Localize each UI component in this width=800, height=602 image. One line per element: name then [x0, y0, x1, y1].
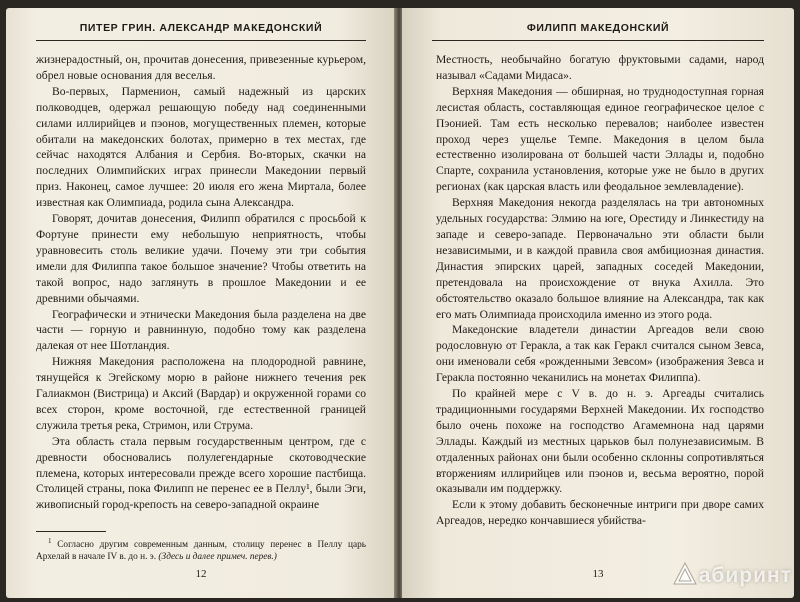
footnote	[36, 535, 366, 563]
paragraph: Географически и этнически Македония была разделена на две части — горную и равнинную, подобно тому как разделена далекая от нее Шотландия.	[36, 307, 366, 353]
paragraph: Нижняя Македония расположена на плодородной равнине, тянущейся к Эгейскому морю в районе нижнего течения рек Галиакмон (Вистрица) и Аксий (Вардар) и окруженной горами со всех сторон, кроме восточной, где естественной границей служила третья река, Стримон, или Струма.	[36, 355, 366, 432]
footnote-note: (Здесь и далее примеч. перев.)	[158, 552, 277, 563]
paragraph: Местность, необычайно богатую фруктовыми садами, народ называл «Садами Мидаса».	[436, 53, 764, 82]
footnote-marker: 1	[48, 537, 52, 545]
paragraph: По крайней мере с V в. до н. э. Аргеады считались традиционными государями Верхней Македонии. Их господство было очень похоже на господство Агамемнона над царями Эллады. Каждый из местных царьков был полунезависимым. В отдаленных районах они были особенно склонны сопротивляться вторжениям иллирийцев или пэонов и, весьма вероятно, порой оказывали им поддержку.	[436, 387, 764, 496]
paragraph: жизнерадостный, он, прочитав донесения, привезенные курьером, обрел новые основания для веселья.	[36, 53, 366, 82]
labirint-watermark	[673, 562, 792, 588]
paragraph: Эта область стала первым государственным центром, где с древности обосновались полулегендарные скотоводческие племена, которых интересовали прежде всего хорошие пастбища. Столицей страны, пока Филипп не перенес ее в Пеллу¹, были Эги, живописный город-крепость на северо-западной окраине	[36, 434, 366, 512]
left-page	[6, 8, 396, 598]
left-page-number: 12	[195, 568, 207, 580]
left-page-text	[36, 52, 366, 513]
right-page-text	[436, 52, 764, 529]
paragraph: Если к этому добавить бесконечные интриги при дворе самих Аргеадов, нередко кончавшиеся убийства-	[436, 498, 764, 528]
right-running-header: ФИЛИПП МАКЕДОНСКИЙ	[432, 22, 764, 41]
paragraph: Во-первых, Парменион, самый надежный из царских полководцев, одержал решающую победу над соединенными силами иллирийцев и пэонов, могущественных племен, которые обитали на македонских болотах, примерно в тех местах, где сейчас находятся Албания и Сербия. Во-вторых, скачки на последних Олимпийских играх принесли Македонии первый приз. Наконец, самое лучшее: 20 июля его жена Миртала, более известная как Олимпиада, родила сына Александра.	[36, 84, 366, 210]
paragraph: Верхняя Македония — обширная, но труднодоступная горная лесистая область, составляющая единое географическое целое с Пэонией. Там есть несколько перевалов; наиболее известен проход через ущелье Темпе. Македония в целом была естественно изолирована от большей части Эллады и, подобно Спарте, сохранила установления, которые уже не было в других регионах (как царская власть или феодальное землевладение).	[436, 84, 764, 194]
footnote-text: Согласно другим современным данным, столицу перенес в Пеллу царь Архелай в начале IV в. до н. э.	[36, 540, 366, 563]
paragraph: Говорят, дочитав донесения, Филипп обратился с просьбой к Фортуне принести ему небольшую неприятность, чтобы уравновесить столь великие удачи. Почему эти три события имели для Филиппа такое большое значение? Чтобы ответить на такой вопрос, надо заглянуть в прошлое Македонии и ее древними обычаями.	[36, 212, 366, 305]
watermark-text: абиринт	[698, 564, 792, 587]
left-running-header: ПИТЕР ГРИН. АЛЕКСАНДР МАКЕДОНСКИЙ	[36, 22, 366, 41]
right-page	[402, 8, 794, 598]
footnote-divider	[36, 531, 106, 532]
paragraph: Верхняя Македония некогда разделялась на три автономных удельных государства: Элмию на юге, Орестиду и Линкестиду на западе и северо-западе. Первоначально эти области были независимыми, и в каждой правила своя амбициозная династия. Династия эпирских царей, западных соседей Македонии, претендовала на происхождение от внука Ахилла. Это обстоятельство оказало большое влияние на Александра, так как его мать Олимпиада происходила именно из этого рода.	[436, 196, 764, 321]
right-page-number: 13	[592, 568, 604, 580]
paragraph: Македонские владетели династии Аргеадов вели свою родословную от Геракла, а так как Геракл считался сыном Зевса, они именовали себя «рожденными Зевсом» (изображения Зевса и Геракла постоянно чеканились на монетах Филиппа).	[436, 323, 764, 385]
labyrinth-logo-icon	[673, 562, 697, 586]
